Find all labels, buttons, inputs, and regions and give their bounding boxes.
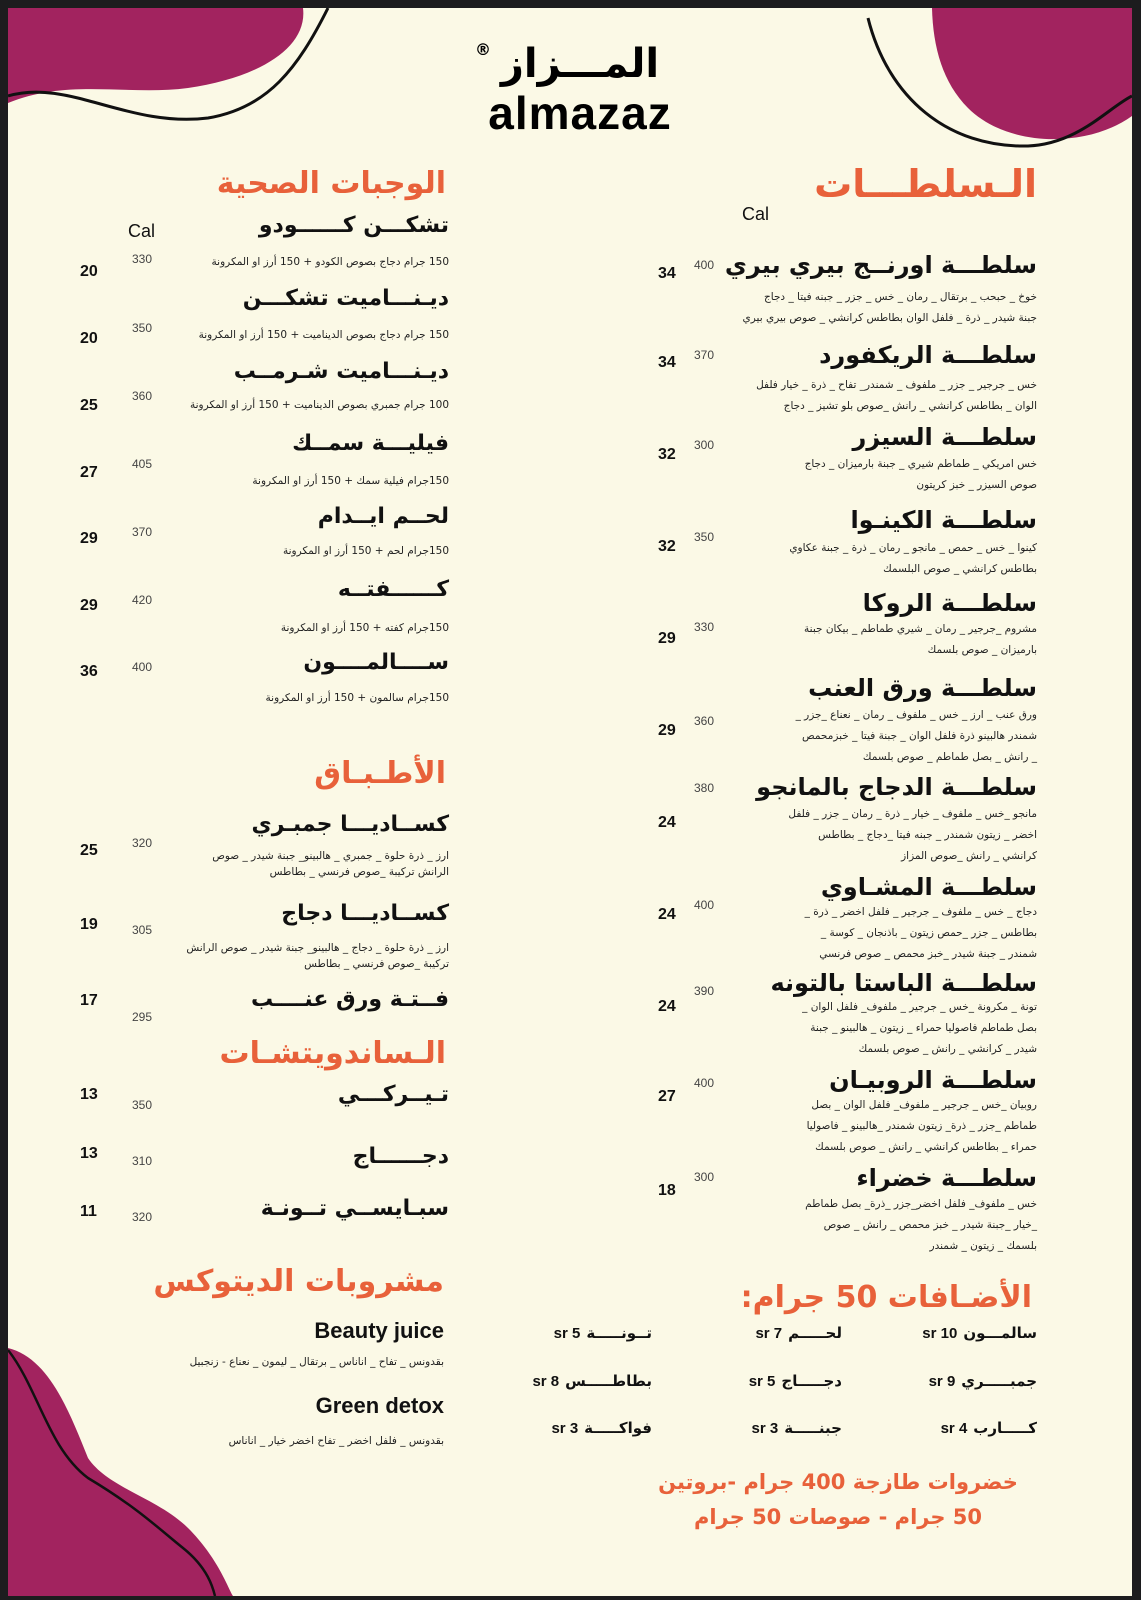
healthy-meals-item-price: 20 [80, 330, 98, 347]
salad-price: 29 [658, 630, 676, 647]
healthy-meals-item-desc: 150جرام كفته + 150 أرز او المكرونة [280, 622, 449, 634]
addon-price: sr 10 [922, 1325, 958, 1342]
salad-ingredients: خس امريكي _ طماطم شيري _ جبنة بارميزان _ دجاج [804, 458, 1037, 470]
salad-ingredients: الوان _ بطاطس كرانشي _ رانش _صوص بلو تشيز _ دجاج [783, 400, 1037, 412]
salad-ingredients: تونة _ مكرونة _خس _ جرجير _ ملفوف_ فلفل الوان _ [802, 1001, 1037, 1013]
salad-calories: 400 [694, 1076, 715, 1090]
footer-line-2: 50 جرام - صوصات 50 جرام [693, 1505, 983, 1529]
addon-item [755, 1324, 842, 1342]
addon-price: sr 7 [755, 1325, 783, 1342]
salad-ingredients: اخضر _ زيتون شمندر _ جبنه فيتا _دجاج _ بطاطس [818, 829, 1037, 841]
salad-ingredients: بطاطس كرانشي _ صوص البلسمك [883, 563, 1037, 575]
sandwiches-title: الـساندويتشـات [219, 1036, 446, 1071]
addon-name: دجـــــاج [781, 1372, 842, 1390]
salad-calories: 370 [694, 348, 715, 362]
sandwiches-item-calories: 350 [132, 1098, 153, 1112]
dishes-item-desc: ارز _ ذرة حلوة _ دجاج _ هالبينو_ جبنة شيدر _ صوص الرانش [186, 942, 449, 954]
salad-price: 24 [658, 906, 676, 923]
detox-item-desc: بقدونس _ تفاح _ اناناس _ برتقال _ ليمون _ نعناع - زنجبيل [189, 1356, 444, 1368]
healthy-meals-item-calories: 330 [132, 252, 153, 266]
logo [470, 38, 690, 139]
healthy-meals-item-calories: 420 [132, 593, 153, 607]
salad-ingredients: مشروم _جرجير _ رمان _ شيري طماطم _ بيكان جبنة [804, 623, 1037, 635]
salad-name: سلطـــة الدجاج بالمانجو [756, 773, 1037, 801]
registered-mark: ® [475, 40, 491, 59]
salad-calories: 360 [694, 714, 715, 728]
footer-line-1: خضروات طازجة 400 جرام -بروتين [658, 1470, 1018, 1494]
healthy-meals-item-name: كــــــفتــه [337, 577, 449, 602]
salad-price: 29 [658, 722, 676, 739]
salad-name: سلطـــة الكينـوا [850, 506, 1037, 534]
detox-item-name: Green detox [315, 1393, 444, 1418]
addon-name: كـــــارب [973, 1419, 1037, 1437]
sandwiches-item-calories: 320 [132, 1210, 153, 1224]
salad-calories: 400 [694, 898, 715, 912]
salad-ingredients: خس _ ملفوف_ فلفل اخضر_جزر _ذرة_ بصل طماطم [805, 1198, 1037, 1210]
dishes-item-name: كســاديـــا دجاج [281, 901, 449, 926]
logo-arabic: المـــزاز [500, 41, 660, 87]
sandwiches-item-name: سبـايســي تــونـة [260, 1196, 449, 1221]
addon-name: لحـــــم [788, 1324, 842, 1342]
addon-item [752, 1419, 843, 1437]
salad-price: 18 [658, 1182, 676, 1199]
salad-calories: 390 [694, 984, 715, 998]
healthy-meals-item-price: 25 [80, 397, 98, 414]
addon-item [749, 1372, 842, 1390]
salad-name: سلطـــة الروبيـان [829, 1066, 1037, 1094]
healthy-meals-item-calories: 405 [132, 457, 153, 471]
salad-price: 32 [658, 446, 676, 463]
addon-item [941, 1419, 1037, 1437]
salad-name: سلطـــة ورق العنب [808, 674, 1037, 702]
sandwiches-item-name: دجــــــاج [352, 1144, 449, 1169]
meals-cal-label: Cal [128, 221, 156, 241]
healthy-meals-item-name: تشكـــن كــــــودو [258, 213, 449, 238]
healthy-meals-item-name: ديـنـــاميت تشكـــن [242, 286, 449, 311]
sandwiches-item-price: 13 [80, 1086, 98, 1103]
logo-latin: almazaz [488, 87, 672, 139]
healthy-meals-item-price: 27 [80, 464, 98, 481]
salad-price: 27 [658, 1088, 676, 1105]
healthy-meals-item-desc: 150جرام لحم + 150 أرز او المكرونة [282, 545, 449, 557]
addon-price: sr 8 [532, 1373, 560, 1390]
addon-price: sr 4 [940, 1420, 968, 1437]
dishes-item-price: 17 [80, 992, 98, 1009]
sandwiches-item-price: 13 [80, 1145, 98, 1162]
addon-name: جبنـــــة [784, 1419, 842, 1437]
healthy-meals-item-name: فيليـــة سمــك [292, 431, 449, 456]
addon-name: فواكـــــة [584, 1419, 652, 1437]
healthy-meals-item-calories: 350 [132, 321, 153, 335]
salad-calories: 330 [694, 620, 715, 634]
healthy-meals-item-name: ســــالمــــون [303, 650, 449, 675]
addon-price: sr 5 [553, 1325, 581, 1342]
salad-ingredients: كينوا _ خس _ حمص _ مانجو _ رمان _ ذرة _ جبنة عكاوي [789, 542, 1037, 554]
addon-name: بطاطـــــس [565, 1372, 652, 1390]
salad-ingredients: روبيان _خس _ جرجير _ ملفوف_ فلفل الوان _ بصل [811, 1099, 1037, 1111]
sandwiches-item-name: تـيــركـــي [337, 1082, 449, 1107]
salad-name: سلطـــة الروكا [862, 589, 1037, 617]
salad-ingredients: دجاج _ خس _ ملفوف _ جرجير _ فلفل اخضر _ ذرة _ [804, 906, 1037, 918]
healthy-meals-item-desc: 150جرام فيلية سمك + 150 أرز او المكرونة [252, 475, 449, 487]
dishes-item-calories: 305 [132, 923, 153, 937]
addon-item [551, 1419, 652, 1437]
healthy-meals-item-price: 29 [80, 597, 98, 614]
salad-ingredients: بلسمك _ زيتون _ شمندر [929, 1240, 1037, 1252]
healthy-meals-item-name: لحــم ايــدام [317, 504, 449, 529]
dishes-item-price: 25 [80, 842, 98, 859]
top-left-blob [8, 8, 303, 103]
dishes-item-desc: ارز _ ذرة حلوة _ جمبري _ هالبينو_ جبنة شيدر _ صوص [212, 850, 449, 862]
salad-ingredients: حمراء _ بطاطس كرانشي _ رانش _ صوص بلسمك [815, 1141, 1037, 1153]
sandwiches-item-price: 11 [80, 1203, 97, 1220]
addon-price: sr 9 [928, 1373, 956, 1390]
salad-name: سلطـــة الباستا بالتونه [770, 969, 1037, 997]
sandwiches-item-calories: 310 [132, 1154, 153, 1168]
addon-price: sr 3 [751, 1420, 779, 1437]
healthy-meals-item-price: 29 [80, 530, 98, 547]
healthy-meals-item-calories: 370 [132, 525, 153, 539]
salad-ingredients: ورق عنب _ ارز _ خس _ ملفوف _ رمان _ نعناع _جزر _ [795, 709, 1037, 721]
addon-price: sr 3 [551, 1420, 579, 1437]
salads-title: الـسلطـــات [814, 162, 1037, 206]
salad-ingredients: _خيار _جبنة شيدر _ خبز محمص _ رانش _ صوص [823, 1219, 1037, 1231]
dishes-item-desc: الرانش تركيبة _صوص فرنسي _ بطاطس [269, 866, 449, 878]
menu-page [8, 8, 1132, 1596]
salad-ingredients: طماطم _جزر _ ذرة_ زيتون شمندر _هالبينو _ فاصوليا [806, 1120, 1037, 1132]
salad-calories: 300 [694, 438, 715, 452]
salad-name: سلطـــة الريكفورد [819, 341, 1037, 369]
addons-title: الأضـافات 50 جرام: [740, 1280, 1032, 1315]
healthy-meals-item-desc: 150 جرام دجاج بصوص الديناميت + 150 أرز او المكرونة [198, 329, 449, 341]
addon-item [554, 1324, 652, 1342]
salad-price: 24 [658, 814, 676, 831]
salad-name: سلطـــة السيزر [852, 423, 1037, 451]
healthy-meals-item-desc: 150 جرام دجاج بصوص الكودو + 150 أرز او المكرونة [211, 256, 449, 268]
salad-price: 32 [658, 538, 676, 555]
healthy-meals-item-price: 20 [80, 263, 98, 280]
addon-item [532, 1372, 652, 1390]
salads-cal-label: Cal [742, 204, 770, 224]
detox-title: مشروبات الديتوكس [153, 1264, 444, 1299]
salad-price: 34 [658, 265, 676, 282]
dishes-item-name: فــتـة ورق عنــــب [251, 987, 449, 1012]
decorative-blobs [8, 8, 1132, 1596]
bottom-left-blob [8, 1348, 233, 1596]
dishes-item-name: كســاديـــا جمبـري [251, 812, 449, 837]
healthy-meals-item-desc: 100 جرام جمبري بصوص الديناميت + 150 أرز او المكرونة [190, 399, 449, 411]
dishes-item-calories: 295 [132, 1010, 153, 1024]
salad-calories: 400 [694, 258, 715, 272]
salad-ingredients: صوص السيزر _ خبز كريتون [916, 479, 1037, 491]
salad-ingredients: مانجو _خس _ ملفوف _ خيار _ ذرة _ رمان _ جزر _ فلفل [788, 808, 1037, 820]
healthy-meals-item-price: 36 [80, 663, 98, 680]
salad-calories: 300 [694, 1170, 715, 1184]
salad-ingredients: شيدر _ كرانشي _ رانش _ صوص بلسمك [858, 1043, 1037, 1055]
addon-price: sr 5 [748, 1373, 776, 1390]
top-right-blob [932, 8, 1132, 139]
salad-ingredients: خس _ جرجير _ جزر _ ملفوف _ شمندر_ تفاح _ ذرة _ خيار فلفل [756, 379, 1037, 391]
addon-name: سالمـــون [963, 1324, 1037, 1342]
salad-price: 34 [658, 354, 676, 371]
salad-ingredients: خوخ _ حبحب _ برتقال _ رمان _ خس _ جزر _ جبنه فيتا _ دجاج [763, 291, 1037, 303]
salad-ingredients: شمندر _ جبنة شيدر _خبز محمص _ صوص فرنسي [819, 948, 1037, 960]
addon-name: تــونـــــة [586, 1324, 652, 1342]
healthy-meals-item-calories: 360 [132, 389, 153, 403]
healthy-meals-title: الوجبات الصحية [216, 166, 446, 201]
healthy-meals-item-name: ديـنـــاميت شـرمــب [233, 359, 449, 384]
dishes-item-desc: تركيبة _صوص فرنسي _ بطاطس [304, 958, 449, 970]
addon-name: جمبـــــري [961, 1372, 1037, 1390]
salad-calories: 350 [694, 530, 715, 544]
salad-ingredients: _ رانش _ بصل طماطم _ صوص بلسمك [862, 751, 1037, 763]
detox-item-name: Beauty juice [314, 1318, 444, 1343]
addon-item [922, 1324, 1037, 1342]
salad-ingredients: شمندر هالبينو ذرة فلفل الوان _ جبنة فيتا _ خبزمحمص [802, 730, 1037, 742]
salad-ingredients: بطاطس _ جزر _حمص زيتون _ باذنجان _ كوسة _ [820, 927, 1037, 939]
salad-name: سلطـــة خضراء [856, 1164, 1037, 1192]
salad-name: سلطـــة المشـاوي [820, 873, 1037, 901]
dishes-title: الأطـبـاق [314, 756, 446, 791]
dishes-item-price: 19 [80, 916, 98, 933]
salad-price: 24 [658, 998, 676, 1015]
healthy-meals-item-desc: 150جرام سالمون + 150 أرز او المكرونة [265, 692, 449, 704]
salad-calories: 380 [694, 781, 715, 795]
salad-name: سلطـــة اورنــج بيري بيري [724, 251, 1037, 279]
detox-item-desc: بقدونس _ فلفل اخضر _ تفاح اخضر خيار _ اناناس [228, 1435, 444, 1447]
dishes-item-calories: 320 [132, 836, 153, 850]
salad-ingredients: بارميزان _ صوص بلسمك [927, 644, 1037, 656]
addon-item [929, 1372, 1037, 1390]
healthy-meals-item-calories: 400 [132, 660, 153, 674]
salad-ingredients: بصل طماطم فاصوليا حمراء _ زيتون _ هالبينو _ جبنة [810, 1022, 1037, 1034]
salad-ingredients: كرانشي _ رانش _صوص المزاز [901, 850, 1037, 862]
salad-ingredients: جبنة شيدر _ ذرة _ فلفل الوان بطاطس كرانشي _ صوص بيري بيري [742, 312, 1037, 324]
